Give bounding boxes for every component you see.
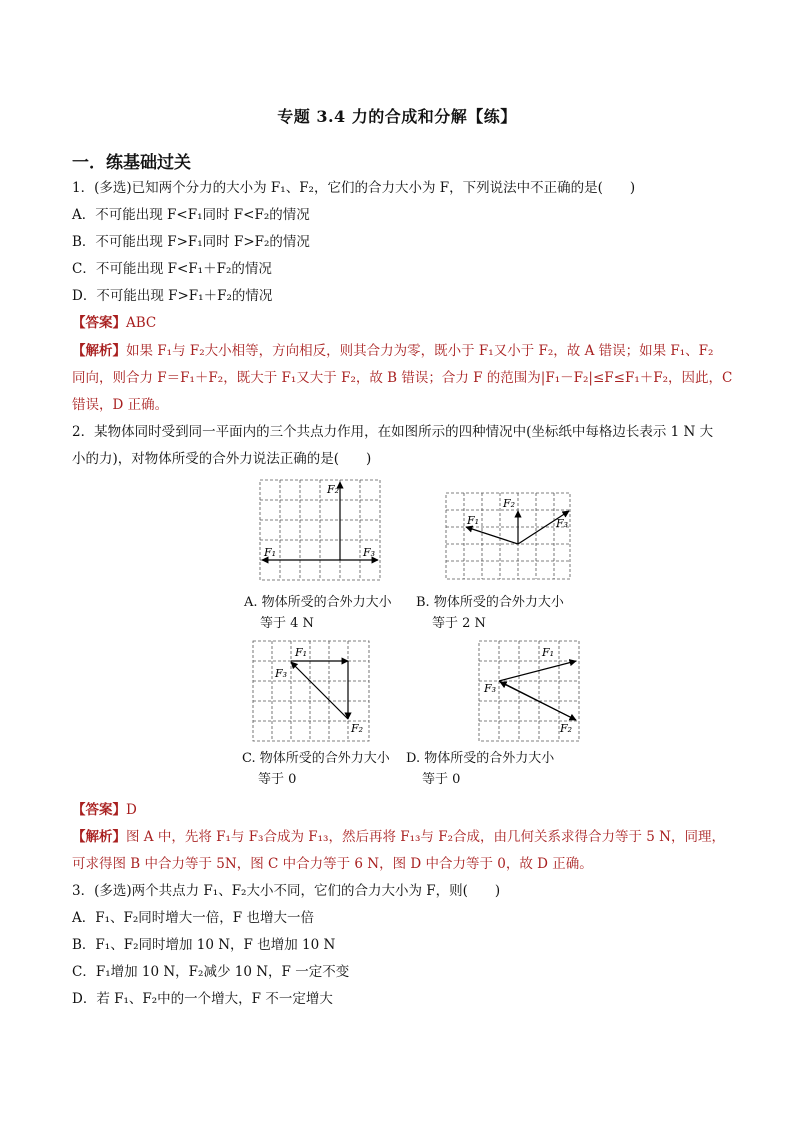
q3-option-c: C．F₁增加 10 N，F₂减少 10 N，F 一定不变: [72, 964, 350, 980]
caption-b-line-2: 等于 2 N: [432, 616, 486, 631]
q1-option-a: A．不可能出现 F<F₁同时 F<F₂的情况: [72, 207, 310, 223]
label-f1: F₁: [264, 546, 277, 559]
caption-a-line-1: A. 物体所受的合外力大小: [244, 595, 392, 610]
figure-d: [478, 640, 582, 744]
q2-answer: 【答案】D: [72, 802, 137, 818]
section-heading: 一．练基础过关: [72, 153, 191, 173]
answer-value: ABC: [126, 315, 157, 331]
q3-option-d: D．若 F₁、F₂中的一个增大，F 不一定增大: [72, 991, 333, 1007]
q1-stem: 1．(多选)已知两个分力的大小为 F₁、F₂，它们的合力大小为 F，下列说法中不正确的是( ): [72, 180, 636, 196]
figure-a: [259, 479, 383, 583]
label-f3: F₃: [363, 546, 376, 559]
q3-stem: 3．(多选)两个共点力 F₁、F₂大小不同，它们的合力大小为 F，则( ): [72, 883, 501, 899]
q2-stem-line-1: 2．某物体同时受到同一平面内的三个共点力作用，在如图所示的四种情况中(坐标纸中每格边长表示 1 N 大: [72, 424, 714, 440]
q1-option-c: C．不可能出现 F<F₁＋F₂的情况: [72, 261, 272, 277]
caption-b-line-1: B. 物体所受的合外力大小: [416, 595, 564, 610]
svg-text:F₃: F₃: [275, 667, 288, 680]
svg-text:F₃: F₃: [484, 682, 497, 695]
label-f2: F₂: [327, 483, 340, 496]
svg-text:F₂: F₂: [351, 722, 364, 735]
svg-text:F₃: F₃: [556, 517, 569, 530]
caption-d-line-2: 等于 0: [422, 772, 461, 787]
caption-d-line-1: D. 物体所受的合外力大小: [406, 751, 555, 766]
answer-label: 【答案】: [72, 315, 126, 331]
q1-option-d: D．不可能出现 F>F₁＋F₂的情况: [72, 288, 273, 304]
q2-stem-line-2: 小的力)，对物体所受的合外力说法正确的是( ): [72, 451, 372, 467]
q3-option-b: B．F₁、F₂同时增加 10 N，F 也增加 10 N: [72, 937, 336, 953]
q2-analysis-line-1: 【解析】图 A 中，先将 F₁与 F₃合成为 F₁₃，然后再将 F₁₃与 F₂合成，由几何关系求得合力等于 5 N，同理，: [72, 829, 725, 845]
svg-text:F₂: F₂: [503, 497, 516, 510]
figure-c: [252, 640, 372, 744]
svg-text:F₂: F₂: [560, 722, 573, 735]
analysis-label: 【解析】: [72, 343, 126, 359]
caption-c-line-2: 等于 0: [258, 772, 297, 787]
q1-analysis-line-3: 错误，D 正确。: [72, 397, 169, 413]
q1-analysis-line-1: [72, 341, 713, 361]
q2-analysis-line-2: 可求得图 B 中合力等于 5N，图 C 中合力等于 6 N，图 D 中合力等于 0，故 D 正确。: [72, 856, 593, 872]
caption-c-line-1: C. 物体所受的合外力大小: [242, 751, 390, 766]
q1-analysis-line-2: 同向，则合力 F＝F₁＋F₂，既大于 F₁又大于 F₂，故 B 错误；合力 F 的范围为|F₁－F₂|≤F≤F₁＋F₂，因此，C: [72, 370, 733, 386]
analysis-text: 如果 F₁与 F₂大小相等，方向相反，则其合力为零，既小于 F₁又小于 F₂，故 A 错误；如果 F₁、F₂: [126, 343, 714, 359]
svg-text:F₁: F₁: [295, 646, 308, 659]
q1-answer: [72, 313, 156, 333]
q3-option-a: A．F₁、F₂同时增大一倍，F 也增大一倍: [72, 910, 314, 926]
svg-text:F₁: F₁: [467, 514, 480, 527]
q1-option-b: B．不可能出现 F>F₁同时 F>F₂的情况: [72, 234, 310, 250]
svg-text:F₁: F₁: [542, 646, 555, 659]
figure-b: [445, 492, 573, 582]
caption-a-line-2: 等于 4 N: [260, 616, 314, 631]
page-title: 专题 3.4 力的合成和分解【练】: [277, 107, 517, 126]
